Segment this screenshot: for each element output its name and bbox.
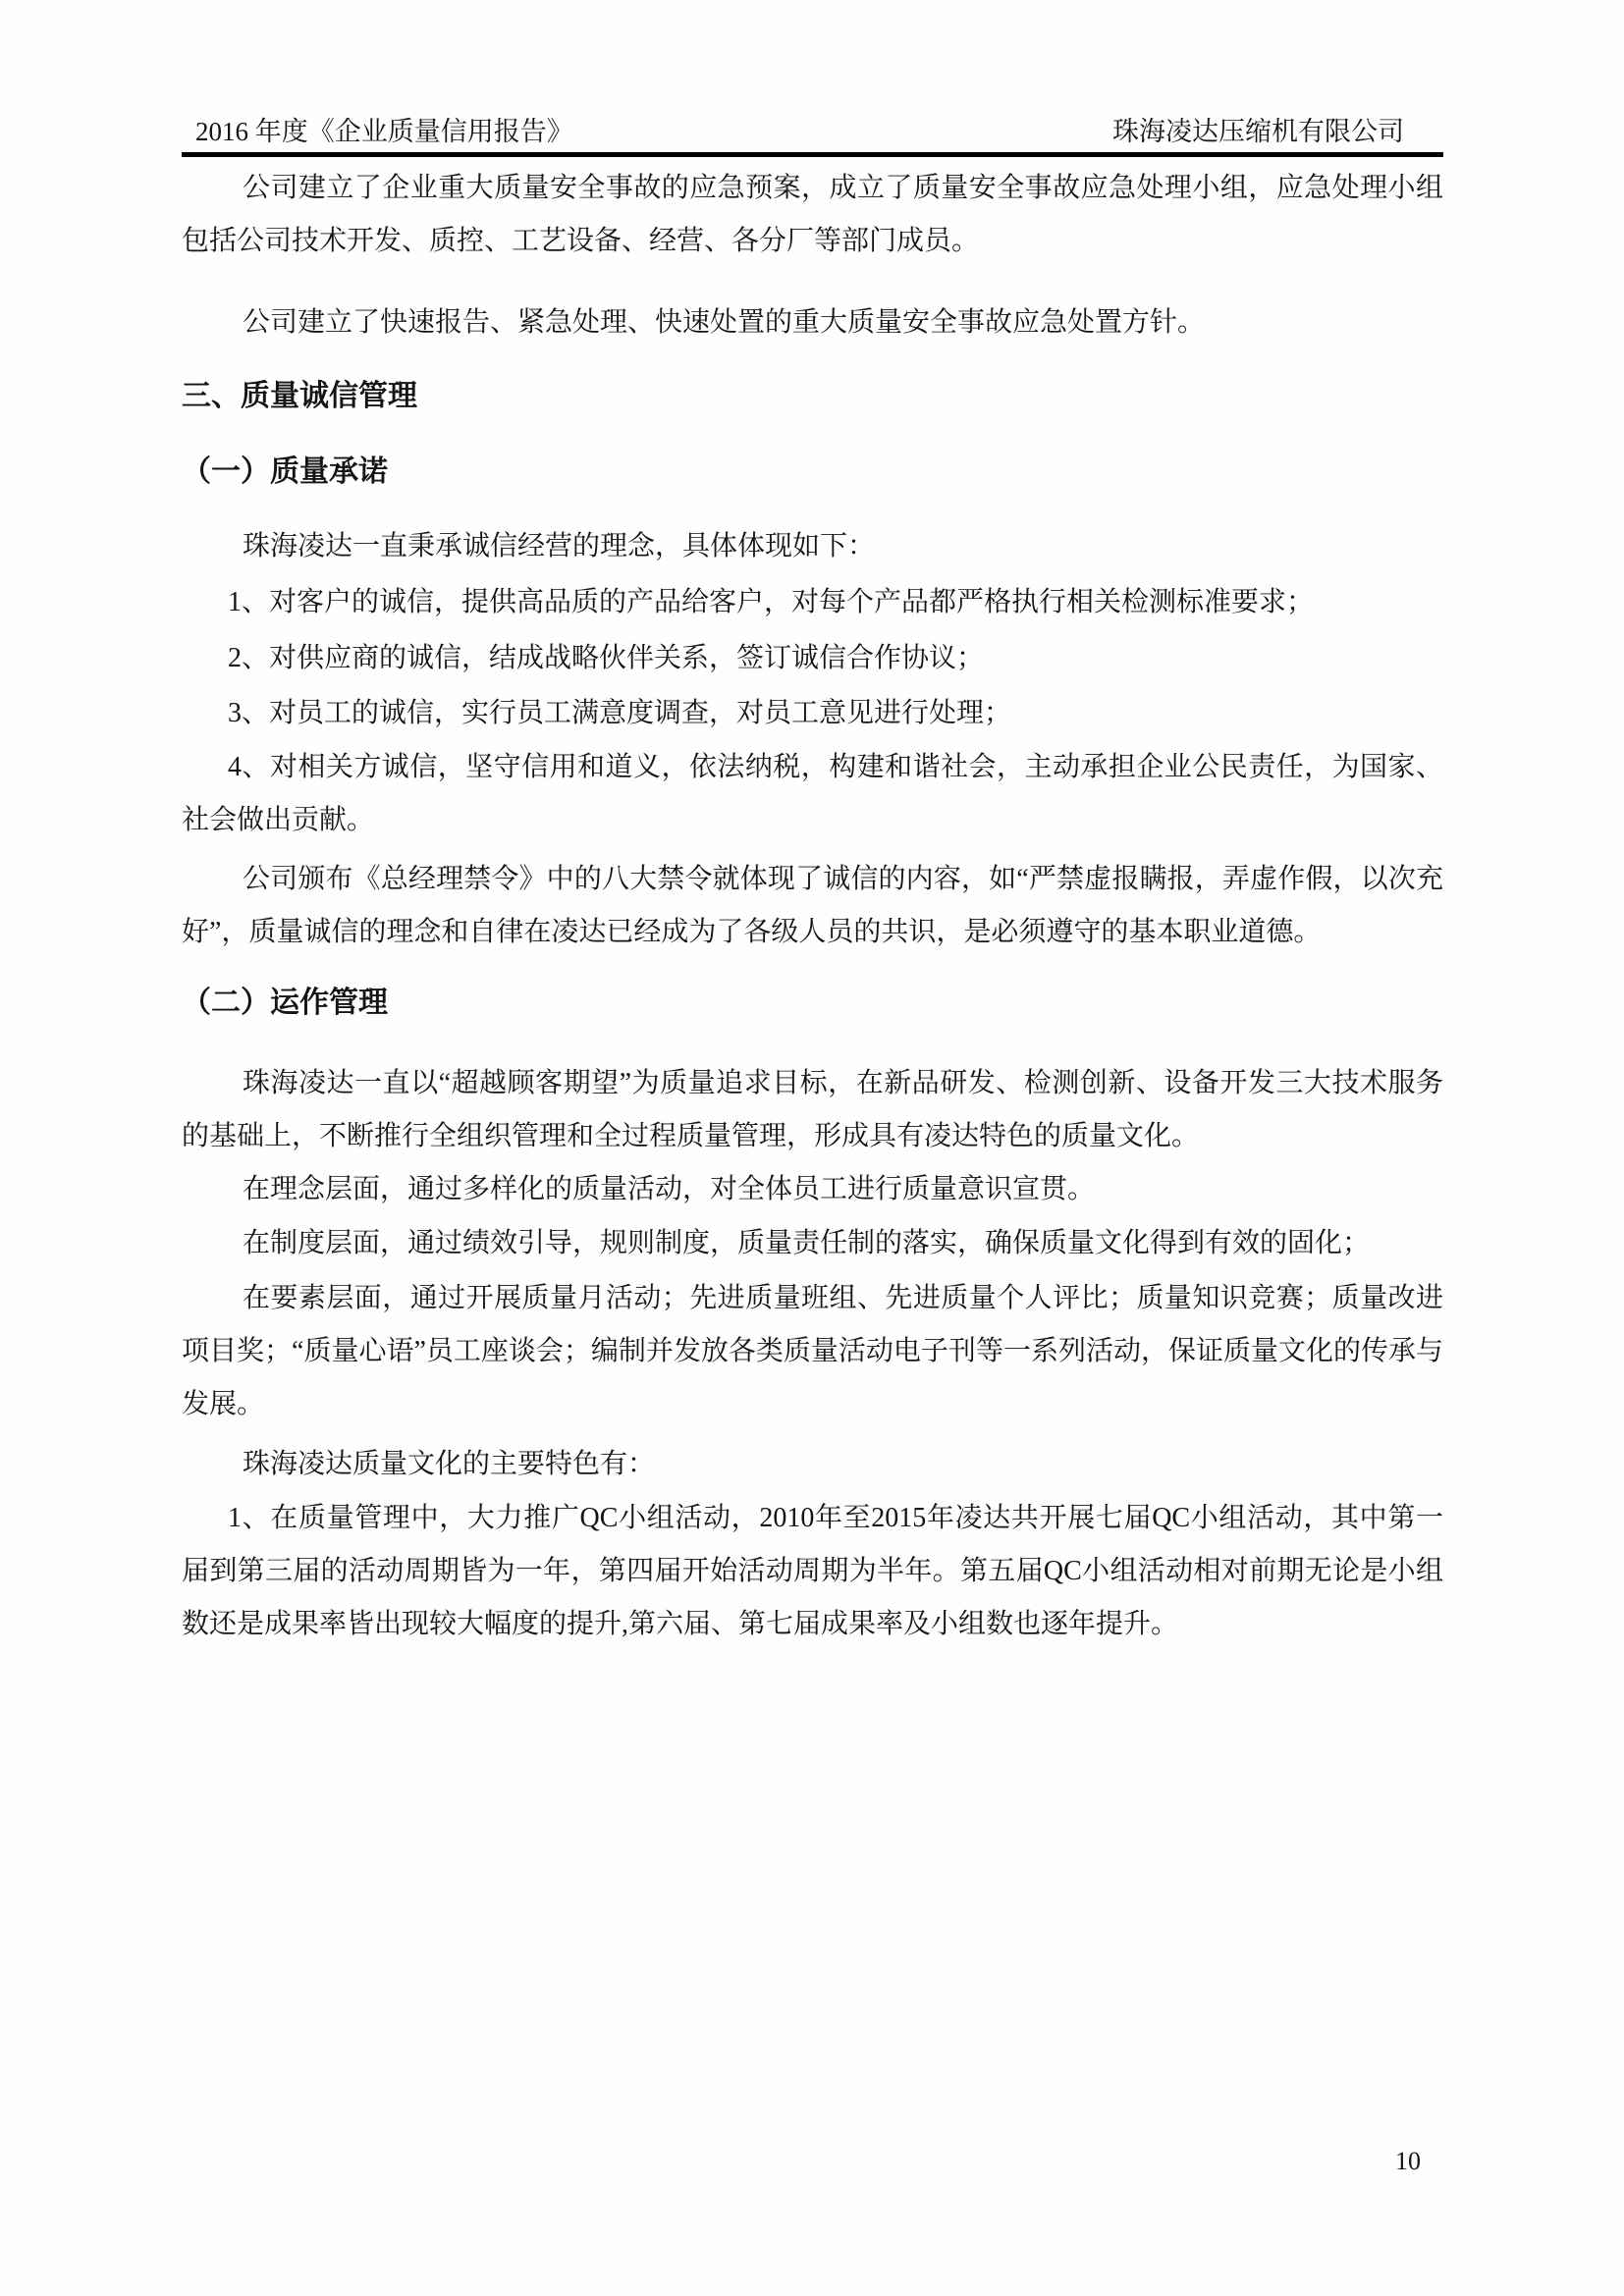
- paragraph-qc-group-activity: 1、在质量管理中，大力推广QC小组活动，2010年至2015年凌达共开展七届QC小组活动，其中第一届到第三届的活动周期皆为一年，第四届开始活动周期为半年。第五届QC小组活动相对前期无论是小组数还是成果率皆出现较大幅度的提升,第六届、第七届成果率及小组数也逐年提升。: [182, 1503, 1443, 1639]
- paragraph-element-level: 在要素层面，通过开展质量月活动；先进质量班组、先进质量个人评比；质量知识竞赛；质量改进项目奖；“质量心语”员工座谈会；编制并发放各类质量活动电子刊等一系列活动，保证质量文化的传承与发展。: [182, 1283, 1443, 1419]
- list-item-integrity-suppliers: 2、对供应商的诚信，结成战略伙伴关系，签订诚信合作协议；: [228, 643, 985, 673]
- paragraph-integrity-intro: 珠海凌达一直秉承诚信经营的理念，具体体现如下：: [243, 531, 876, 561]
- subsection-heading-quality-commitment: （一）质量承诺: [182, 455, 388, 488]
- paragraph-general-manager-bans: 公司颁布《总经理禁令》中的八大禁令就体现了诚信的内容，如“严禁虚报瞒报，弄虚作假，以次充好”，质量诚信的理念和自律在凌达已经成为了各级人员的共识，是必须遵守的基本职业道德。: [182, 864, 1443, 947]
- running-header-company-name: 珠海凌达压缩机有限公司: [1112, 117, 1404, 146]
- section-heading-quality-integrity-management: 三、质量诚信管理: [182, 380, 417, 412]
- paragraph-quality-goal: 珠海凌达一直以“超越顾客期望”为质量追求目标，在新品研发、检测创新、设备开发三大技术服务的基础上，不断推行全组织管理和全过程质量管理，形成具有凌达特色的质量文化。: [182, 1068, 1443, 1151]
- subsection-heading-operation-management: （二）运作管理: [182, 987, 388, 1019]
- page-number: 10: [1395, 2147, 1421, 2175]
- list-item-integrity-stakeholders: 4、对相关方诚信，坚守信用和道义，依法纳税，构建和谐社会，主动承担企业公民责任，为国家、社会做出贡献。: [182, 752, 1443, 835]
- running-header-report-title: 2016 年度《企业质量信用报告》: [195, 117, 573, 146]
- paragraph-concept-level: 在理念层面，通过多样化的质量活动，对全体员工进行质量意识宣贯。: [243, 1174, 1096, 1204]
- header-rule: [182, 152, 1443, 157]
- document-body: [182, 162, 1443, 1651]
- running-header: [182, 116, 1443, 147]
- list-item-integrity-customers: 1、对客户的诚信，提供高品质的产品给客户，对每个产品都严格执行相关检测标准要求；: [228, 587, 1315, 617]
- list-item-integrity-employees: 3、对员工的诚信，实行员工满意度调查，对员工意见进行处理；: [228, 698, 1012, 728]
- paragraph-system-level: 在制度层面，通过绩效引导，规则制度，质量责任制的落实，确保质量文化得到有效的固化；: [243, 1228, 1371, 1258]
- paragraph-emergency-policy: 公司建立了快速报告、紧急处理、快速处置的重大质量安全事故应急处置方针。: [243, 307, 1206, 338]
- paragraph-culture-features-intro: 珠海凌达质量文化的主要特色有：: [243, 1449, 656, 1479]
- paragraph-emergency-plan: 公司建立了企业重大质量安全事故的应急预案，成立了质量安全事故应急处理小组，应急处理小组包括公司技术开发、质控、工艺设备、经营、各分厂等部门成员。: [182, 173, 1443, 256]
